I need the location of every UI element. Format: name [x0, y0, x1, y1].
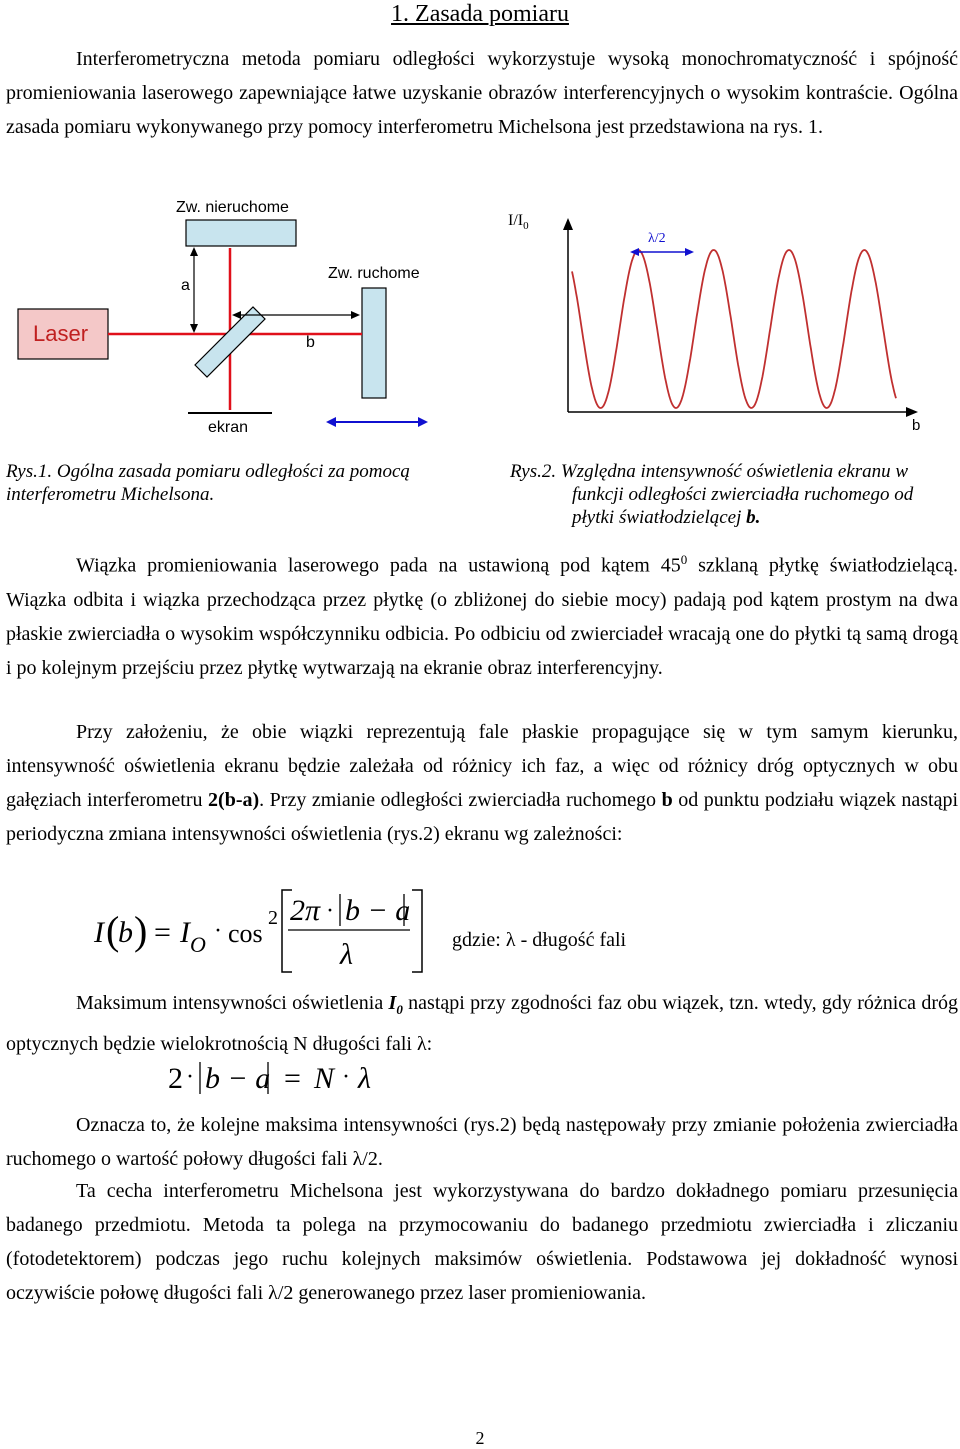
max-intensity-symbol: I	[388, 992, 397, 1014]
paragraph-beam-text-a: Wiązka promieniowania laserowego pada na ustawioną pod kątem 45	[76, 554, 681, 577]
figure-michelson-interferometer	[0, 188, 490, 450]
moving-mirror	[362, 288, 386, 398]
distance-b-label: b	[306, 334, 315, 351]
path-difference-bold: 2(b-a)	[208, 789, 260, 811]
figure-intensity-plot	[498, 198, 942, 442]
page-title: 1. Zasada pomiaru	[391, 1, 569, 27]
eq1-i0-subscript: O	[190, 932, 206, 957]
eq1-i0-symbol: I	[180, 916, 190, 949]
x-axis-arrowhead	[906, 407, 918, 417]
eq2-two: 2	[168, 1062, 183, 1095]
paragraph-application	[6, 1174, 958, 1310]
equation-maximum-condition	[0, 1054, 960, 1104]
eq1-two-pi: 2π	[290, 894, 321, 927]
figure1-caption-text: Ogólna zasada pomiaru odległości za pomocą interferometru Michelsona.	[6, 461, 410, 505]
page-number: 2	[475, 1428, 485, 1448]
eq2-n: N	[314, 1062, 335, 1095]
figure2-caption-bold: b.	[746, 507, 761, 528]
eq2-equals: =	[284, 1062, 301, 1095]
figure1-caption-lead: Rys.1.	[6, 461, 53, 482]
eq1-dot-2: ·	[326, 898, 334, 924]
period-arrowhead-right	[685, 248, 694, 256]
max-intensity-subscript: 0	[396, 1002, 403, 1017]
distance-b-arrowhead-right	[351, 311, 360, 319]
eq1-paren-open: (	[106, 908, 120, 953]
paragraph-assumption-text-b: . Przy zmianie odległości zwierciadła ruchomego	[259, 789, 657, 811]
paragraph-intro-text: Interferometryczna metoda pomiaru odległości wykorzystuje wysoką monochromatyczność i spójność promieniowania laserowego zapewniające łatwe uzyskanie obrazów interferencyjnych o wysokim kontraście. Ogólna zasada pomiaru wykonywanego przy pomocy interferometru Michelsona jest przedstawiona na rys. 1.	[6, 48, 958, 138]
figure2-caption-text: Względna intensywność oświetlenia ekranu w funkcji odległości zwierciadła ruchomego od płytki światłodzielącej	[560, 461, 914, 528]
figure2-caption	[510, 460, 950, 529]
y-axis-label-main: I/I	[508, 212, 524, 229]
intensity-curve	[572, 250, 896, 408]
eq1-intensity-symbol: I	[94, 916, 104, 949]
paragraph-beam	[6, 543, 958, 685]
eq2-lambda: λ	[358, 1062, 371, 1095]
fixed-mirror	[186, 220, 296, 246]
paragraph-maximum	[6, 986, 958, 1061]
equation-intensity	[0, 880, 960, 980]
y-axis-arrowhead	[563, 218, 573, 230]
laser-label: Laser	[33, 321, 89, 346]
eq2-dot: ·	[186, 1064, 194, 1090]
movement-arrowhead-right	[418, 417, 428, 427]
eq2-dot-2: ·	[342, 1064, 350, 1090]
eq1-where-note: gdzie: λ - długość fali	[452, 929, 627, 951]
figure2-caption-lead: Rys.2.	[510, 461, 557, 482]
eq1-paren-close: )	[134, 908, 148, 953]
x-axis-label: b	[912, 417, 921, 434]
movement-arrowhead-left	[326, 417, 336, 427]
distance-a-arrowhead-bottom	[190, 324, 198, 333]
distance-a-label: a	[181, 277, 190, 294]
paragraph-consequence	[6, 1108, 958, 1176]
moving-mirror-label: Zw. ruchome	[328, 265, 420, 282]
degree-superscript: 0	[680, 552, 688, 567]
paragraph-application-text: Ta cecha interferometru Michelsona jest wykorzystywana do bardzo dokładnego pomiaru przesunięcia badanego przedmiotu. Metoda ta polega na przymocowaniu do badanego przedmiotu zwierciadła i zliczaniu (fotodetektorem) podczas jego ruchu kolejnych maksimów oświetlenia. Podstawowa jej dokładność wynosi oczywiście połowę długości fali λ/2 generowanego przez laser promieniowania.	[6, 1180, 958, 1304]
equation-intensity-svg	[0, 880, 960, 980]
distance-b-bold: b	[661, 789, 673, 811]
distance-a-arrowhead-top	[190, 247, 198, 256]
figure1-caption	[6, 460, 486, 506]
y-axis-label	[508, 212, 529, 232]
distance-b-arrowhead-left	[232, 311, 241, 319]
screen-label: ekran	[208, 419, 249, 436]
paragraph-assumption	[6, 715, 958, 851]
period-label: λ/2	[648, 231, 666, 246]
paragraph-assumption-text-a: Przy założeniu, że obie wiązki reprezentują fale płaskie propagujące się w tym samym kierunku, intensywność oświetlenia ekranu będzie zależała od różnicy ich faz, a więc od różnicy dróg optycznych w obu gałęziach interferometru	[6, 721, 958, 811]
eq1-equals: =	[154, 916, 171, 949]
paragraph-maximum-text-b: nastąpi przy zgodności faz obu wiązek, tzn. wtedy, gdy różnica dróg optycznych będzie wielokrotnością N długości fali λ:	[6, 992, 959, 1055]
eq1-square: 2	[268, 907, 278, 929]
paragraph-maximum-text-a: Maksimum intensywności oświetlenia	[76, 992, 384, 1014]
y-axis-label-sub: 0	[523, 220, 529, 232]
eq1-cos: cos	[228, 919, 263, 948]
paragraph-assumption-text-c: od punktu podziału wiązek nastąpi periodyczna zmiana intensywności oświetlenia (rys.2) ekranu wg zależności:	[6, 789, 959, 845]
eq1-dot: ·	[214, 918, 222, 944]
paragraph-intro	[6, 42, 958, 144]
paragraph-beam-text-b: szklaną płytkę światłodzielącą. Wiązka odbita i wiązka przechodząca przez płytkę (o zbliżonej do siebie mocy) padają pod kątem prostym na dwa płaskie zwierciadła o wysokim współczynniku odbicia. Po odbiciu od zwierciadeł wracają one do płytki tą samą drogą i po kolejnym przejściu przez płytkę wytwarzają na ekranie obraz interferencyjny.	[6, 554, 959, 679]
equation-maximum-condition-svg	[0, 1054, 960, 1104]
paragraph-consequence-text: Oznacza to, że kolejne maksima intensywności (rys.2) będą następowały przy zmianie położenia zwierciadła ruchomego o wartość połowy długości fali λ/2.	[6, 1114, 958, 1170]
eq1-variable-b: b	[118, 916, 133, 949]
eq2-b-minus-a: b − a	[205, 1062, 271, 1095]
eq1-lambda: λ	[340, 938, 353, 971]
eq1-b-minus-a: b − a	[345, 894, 411, 927]
eq1-bracket-right	[412, 890, 422, 972]
fixed-mirror-label: Zw. nieruchome	[176, 199, 289, 216]
